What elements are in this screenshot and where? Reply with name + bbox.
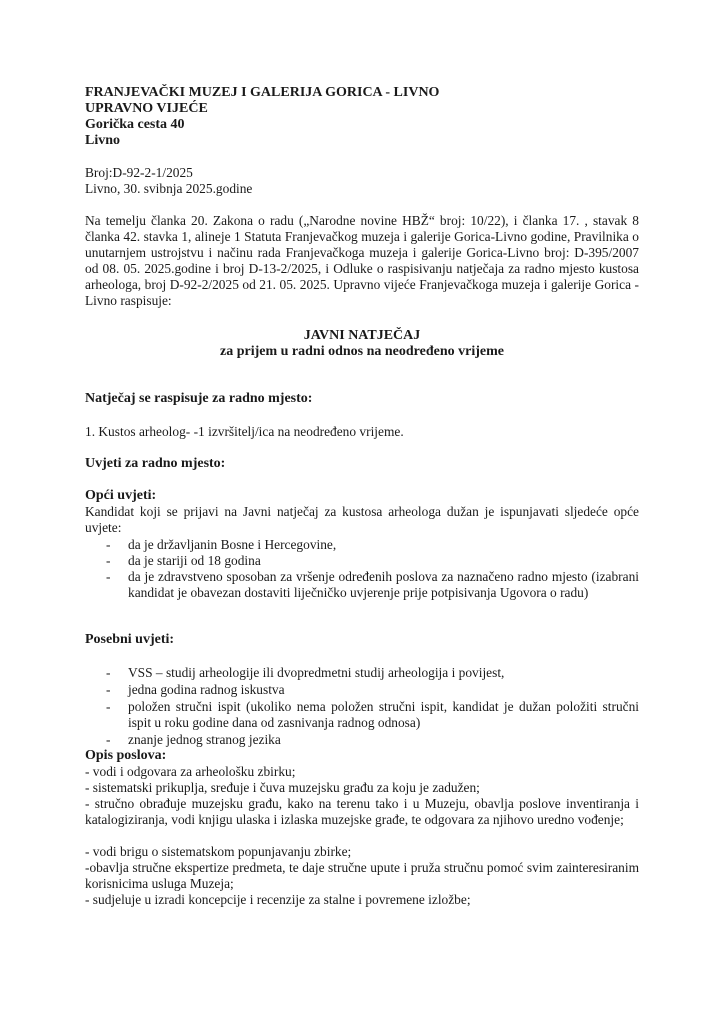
special-conditions-heading: Posebni uvjeti: bbox=[85, 632, 175, 647]
list-item: jedna godina radnog iskustva bbox=[128, 682, 285, 697]
duty-item: - sudjeluje u izradi koncepcije i recenzije za stalne i povremene izložbe; bbox=[85, 892, 471, 907]
reference-number: Broj:D-92-2-1/2025 bbox=[85, 165, 193, 180]
duty-item: - sistematski prikuplja, sređuje i čuva muzejsku građu za koju je zadužen; bbox=[85, 780, 480, 795]
board-name: UPRAVNO VIJEĆE bbox=[85, 101, 208, 116]
general-conditions-heading: Opći uvjeti: bbox=[85, 488, 157, 503]
list-bullet: - bbox=[106, 732, 111, 747]
list-bullet: - bbox=[106, 699, 111, 714]
list-item: da je državljanin Bosne i Hercegovine, bbox=[128, 537, 337, 552]
general-conditions-intro: Kandidat koji se prijavi na Javni natječaj za kustosa arheologa dužan je ispunjavati sljedeće opće uvjete: bbox=[85, 504, 639, 535]
street-address: Gorička cesta 40 bbox=[85, 117, 185, 132]
position-heading: Natječaj se raspisuje za radno mjesto: bbox=[85, 391, 313, 406]
document-date: Livno, 30. svibnja 2025.godine bbox=[85, 181, 253, 196]
duties-heading: Opis poslova: bbox=[85, 748, 167, 763]
list-item: da je zdravstveno sposoban za vršenje određenih poslova za naznačeno radno mjesto (izabrani kandidat je obavezan dostaviti liječničko uvjerenje prije potpisivanja Ugovora o radu) bbox=[128, 569, 639, 600]
duty-item: -obavlja stručne ekspertize predmeta, te daje stručne upute i pruža stručnu pomoć svim zainteresiranim korisnicima usluga Muzeja; bbox=[85, 860, 639, 891]
intro-paragraph: Na temelju članka 20. Zakona o radu („Narodne novine HBŽ“ broj: 10/22), i članka 17. , stavak 8 članka 42. stavka 1, alineje 1 Statuta Franjevačkog muzeja i galerije Gorica-Livno godine, Pravilnika o unutarnjem ustrojstvu i načinu rada Franjevačkoga muzeja i galerije Gorica-Livno broj: D-395/2007 od 08. 05. 2025.godine i broj D-13-2/2025, i Odluke o raspisivanju natječaja za radno mjesto kustosa arheologa, broj D-92-2/2025 od 21. 05. 2025. Upravno vijeće Franjevačkoga muzeja i galerije Gorica - Livno raspisuje: bbox=[85, 213, 639, 308]
list-bullet: - bbox=[106, 682, 111, 697]
announcement-title: JAVNI NATJEČAJ bbox=[303, 328, 421, 343]
list-item: položen stručni ispit (ukoliko nema položen stručni ispit, kandidat je dužan položiti stručni ispit u roku godine dana od zasnivanja radnog odnosa) bbox=[128, 699, 639, 730]
city: Livno bbox=[85, 133, 121, 148]
list-bullet: - bbox=[106, 569, 111, 584]
list-bullet: - bbox=[106, 665, 111, 680]
list-item: VSS – studij arheologije ili dvopredmetni studij arheologija i povijest, bbox=[128, 665, 505, 680]
duty-item: - vodi i odgovara za arheološku zbirku; bbox=[85, 764, 296, 779]
list-bullet: - bbox=[106, 537, 111, 552]
announcement-subtitle: za prijem u radni odnos na neodređeno vrijeme bbox=[219, 344, 504, 359]
position-item: 1. Kustos arheolog- -1 izvršitelj/ica na neodređeno vrijeme. bbox=[85, 424, 404, 439]
list-bullet: - bbox=[106, 553, 111, 568]
conditions-heading: Uvjeti za radno mjesto: bbox=[85, 456, 226, 471]
duty-item: - stručno obrađuje muzejsku građu, kako na terenu tako i u Muzeju, obavlja poslove inventiranja i katalogiziranja, vodi knjigu ulaska i izlaska muzejske građe, te odgovara za njihovo uredno vođenje; bbox=[85, 796, 639, 827]
list-item: da je stariji od 18 godina bbox=[128, 553, 261, 568]
duty-item: - vodi brigu o sistematskom popunjavanju zbirke; bbox=[85, 844, 352, 859]
list-item: znanje jednog stranog jezika bbox=[128, 732, 281, 747]
institution-name: FRANJEVAČKI MUZEJ I GALERIJA GORICA - LIVNO bbox=[85, 85, 440, 100]
